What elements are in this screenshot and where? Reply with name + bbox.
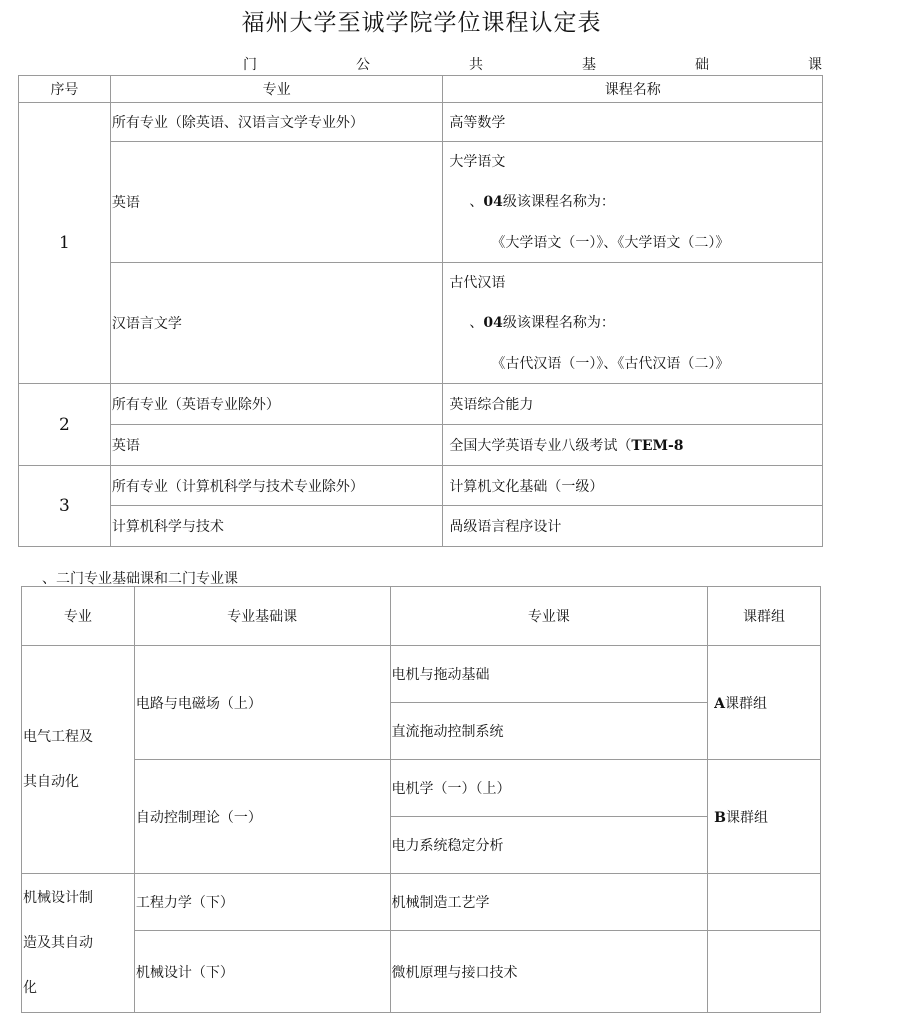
- course-name: 大学语文: [449, 153, 506, 170]
- specialty-cell: 直流拖动控制系统: [390, 703, 708, 760]
- table-row: [19, 425, 823, 466]
- table-row: [19, 142, 823, 263]
- heading-char: 础: [695, 57, 709, 73]
- row-index: 3: [19, 466, 111, 547]
- major-cell: 英语: [110, 425, 443, 466]
- major-cell: 所有专业（英语专业除外）: [110, 384, 443, 425]
- major-cell: 汉语言文学: [110, 263, 443, 384]
- heading-char: 门: [243, 57, 257, 73]
- table-row: [22, 874, 821, 931]
- foundation-cell: 自动控制理论（一）: [134, 760, 390, 874]
- table-row: [22, 760, 821, 817]
- table-row: [19, 263, 823, 384]
- header-course: 课程名称: [443, 76, 823, 103]
- course-alias: 《大学语文（一）》、《大学语文（二）》: [491, 234, 730, 251]
- heading-char: 公: [356, 57, 370, 73]
- course-cell: 全国大学英语专业八级考试（TEM-8: [443, 425, 823, 466]
- table-row: [19, 384, 823, 425]
- table-row: [22, 931, 821, 1013]
- course-name: 古代汉语: [449, 274, 506, 291]
- course-note: 、04级该课程名称为：: [469, 314, 615, 331]
- course-cell: 咼级语言程序设计: [443, 506, 823, 547]
- major-cell: 英语: [110, 142, 443, 263]
- group-cell: B课群组: [708, 760, 821, 874]
- table-row: [22, 646, 821, 703]
- group-cell: A课群组: [708, 646, 821, 760]
- row-index: 2: [19, 384, 111, 466]
- table-row: [19, 506, 823, 547]
- major-cell: 机械设计制 造及其自动 化: [22, 874, 135, 1013]
- group-cell: [708, 931, 821, 1013]
- table-header-row: [19, 76, 823, 103]
- major-cell: 计算机科学与技术: [110, 506, 443, 547]
- table-row: [19, 466, 823, 506]
- public-course-table: [18, 75, 823, 547]
- major-cell: 所有专业（除英语、汉语言文学专业外）: [110, 103, 443, 142]
- foundation-cell: 电路与电磁场（上）: [134, 646, 390, 760]
- header-major: 专业: [110, 76, 443, 103]
- course-note: 、04级该课程名称为：: [469, 193, 615, 210]
- specialty-cell: 电力系统稳定分析: [390, 817, 708, 874]
- header-index: 序号: [19, 76, 111, 103]
- specialty-cell: 微机原理与接口技术: [390, 931, 708, 1013]
- major-course-table: [21, 586, 821, 1013]
- course-cell: [443, 142, 823, 263]
- course-cell: 计算机文化基础（一级）: [443, 466, 823, 506]
- section1-heading: [18, 54, 822, 76]
- heading-char: 基: [582, 57, 596, 73]
- foundation-cell: 机械设计（下）: [134, 931, 390, 1013]
- table-header-row: [22, 587, 821, 646]
- major-cell: 电气工程及 其自动化: [22, 646, 135, 874]
- page-title: 福州大学至诚学院学位课程认定表: [241, 10, 602, 36]
- group-cell: [708, 874, 821, 931]
- course-cell: 高等数学: [443, 103, 823, 142]
- specialty-cell: 电机与拖动基础: [390, 646, 708, 703]
- table-row: [19, 103, 823, 142]
- heading-char: 共: [469, 57, 483, 73]
- heading-char: 课: [808, 57, 822, 73]
- course-alias: 《古代汉语（一）》、《古代汉语（二）》: [491, 355, 730, 372]
- header-group: 课群组: [708, 587, 821, 646]
- specialty-cell: 机械制造工艺学: [390, 874, 708, 931]
- major-cell: 所有专业（计算机科学与技术专业除外）: [110, 466, 443, 506]
- course-cell: 英语综合能力: [443, 384, 823, 425]
- foundation-cell: 工程力学（下）: [134, 874, 390, 931]
- row-index: 1: [19, 103, 111, 384]
- section2-heading: 、二门专业基础课和二门专业课: [42, 571, 238, 587]
- header-foundation: 专业基础课: [134, 587, 390, 646]
- specialty-cell: 电机学（一）（上）: [390, 760, 708, 817]
- header-major: 专业: [22, 587, 135, 646]
- header-specialty: 专业课: [390, 587, 708, 646]
- course-cell: [443, 263, 823, 384]
